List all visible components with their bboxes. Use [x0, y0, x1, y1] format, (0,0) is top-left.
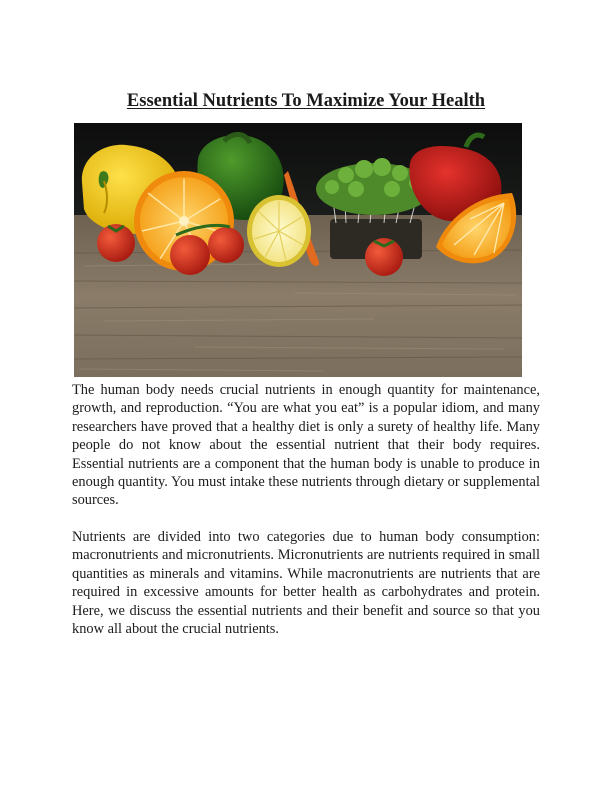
intro-paragraph: The human body needs crucial nutrients in enough quantity for maintenance, growth, and reproduction. “You are what you eat” is a popular idiom, and many researchers have proved that a healthy diet is only a surety of healthy life. Many people do not know about the essential nutrient that their body requires. Essential nutrients are a component that the human body is unable to produce in enough quantity. You must intake these nutrients through dietary or supplemental sources. [72, 382, 540, 509]
article-title: Essential Nutrients To Maximize Your Health [126, 91, 486, 111]
vegetables-photo [74, 123, 522, 377]
categories-paragraph: Nutrients are divided into two categories due to human body consumption: macronutrients and micronutrients. Micronutrients are nutrients required in small quantities as minerals and vitamins. While macronutrients are nutrients that are required in excessive amounts for better health as carbohydrates and protein. Here, we discuss the essential nutrients and their benefit and source so that you know all about the crucial nutrients. [72, 529, 540, 638]
